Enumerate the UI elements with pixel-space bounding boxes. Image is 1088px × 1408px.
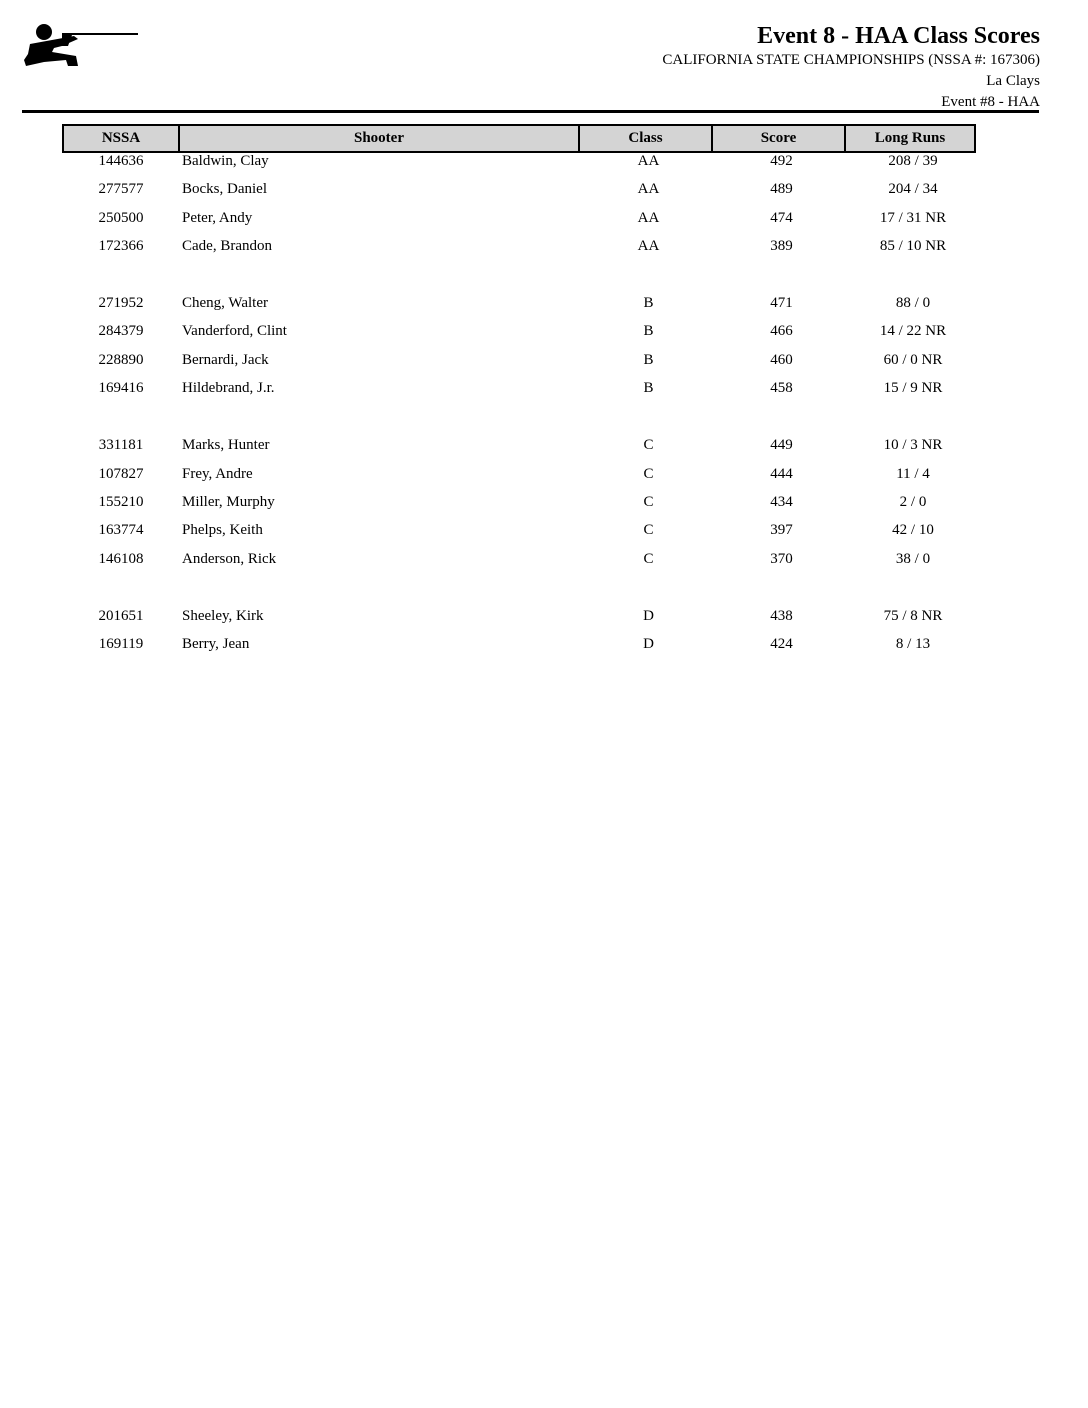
championship-name: CALIFORNIA STATE CHAMPIONSHIPS (NSSA #: 167306) [662,52,1040,68]
table-row [62,236,978,264]
cell-class: C [643,522,654,539]
cell-score: 424 [770,635,793,652]
cell-long-runs: 8 / 13 [895,635,931,652]
shooter-logo-icon [22,22,138,70]
cell-long-runs: 14 / 22 NR [879,323,947,340]
table-row [62,520,978,548]
cell-nssa: 155210 [98,493,144,510]
cell-score: 466 [770,323,793,340]
cell-nssa: 250500 [98,209,144,226]
cell-score: 474 [770,209,793,226]
table-row [62,606,978,634]
table-row [62,179,978,207]
cell-shooter: Peter, Andy [182,209,253,226]
cell-class: C [643,550,654,567]
cell-long-runs: 10 / 3 NR [883,437,943,454]
table-row [62,464,978,492]
cell-long-runs: 85 / 10 NR [879,238,947,255]
cell-nssa: 169416 [98,380,144,397]
cell-shooter: Bocks, Daniel [182,181,267,198]
cell-score: 370 [770,550,793,567]
cell-shooter: Phelps, Keith [182,522,263,539]
cell-nssa: 146108 [98,550,144,567]
cell-shooter: Baldwin, Clay [182,153,269,169]
cell-nssa: 169119 [98,635,144,652]
column-header-score: Score [711,124,846,153]
column-header-long-runs: Long Runs [844,124,976,153]
venue-name: La Clays [986,73,1040,89]
column-header-class: Class [578,124,713,153]
cell-class: B [643,323,654,340]
cell-shooter: Cade, Brandon [182,238,272,255]
table-row [62,293,978,321]
cell-long-runs: 208 / 39 [888,153,938,169]
cell-nssa: 172366 [98,238,144,255]
cell-class: B [643,351,654,368]
table-row [62,435,978,463]
cell-score: 458 [770,380,793,397]
cell-nssa: 271952 [98,295,144,312]
cell-class: D [643,635,654,652]
cell-score: 389 [770,238,793,255]
cell-long-runs: 17 / 31 NR [879,209,947,226]
cell-shooter: Sheeley, Kirk [182,607,264,624]
cell-score: 489 [770,181,793,198]
cell-long-runs: 11 / 4 [896,465,930,482]
cell-long-runs: 88 / 0 [895,295,931,312]
cell-nssa: 201651 [98,607,144,624]
cell-long-runs: 60 / 0 NR [883,351,943,368]
cell-class: D [643,607,654,624]
table-row [62,151,978,179]
cell-long-runs: 38 / 0 [895,550,931,567]
cell-class: C [643,437,654,454]
cell-shooter: Vanderford, Clint [182,323,287,340]
cell-shooter: Frey, Andre [182,465,253,482]
class-group [62,606,978,663]
table-row [62,492,978,520]
cell-long-runs: 42 / 10 [892,522,934,539]
cell-class: C [643,465,654,482]
table-row [62,350,978,378]
cell-score: 397 [770,522,793,539]
event-label: Event #8 - HAA [941,94,1040,110]
cell-shooter: Marks, Hunter [182,437,270,454]
cell-shooter: Miller, Murphy [182,493,275,510]
cell-long-runs: 2 / 0 [899,493,927,510]
cell-nssa: 144636 [98,153,144,169]
cell-score: 449 [770,437,793,454]
column-header-nssa: NSSA [62,124,180,153]
table-row [62,321,978,349]
scores-table-body [62,151,978,691]
cell-class: AA [637,238,660,255]
cell-shooter: Bernardi, Jack [182,351,269,368]
report-header [662,22,1040,113]
cell-class: C [643,493,654,510]
cell-shooter: Cheng, Walter [182,295,268,312]
cell-score: 471 [770,295,793,312]
class-group [62,435,978,577]
class-group [62,293,978,407]
cell-nssa: 331181 [98,437,144,454]
cell-nssa: 284379 [98,323,144,340]
cell-score: 460 [770,351,793,368]
cell-score: 444 [770,465,793,482]
cell-nssa: 228890 [98,351,144,368]
cell-nssa: 107827 [98,465,144,482]
cell-nssa: 163774 [98,522,144,539]
table-header [62,124,978,153]
cell-score: 492 [770,153,793,169]
cell-class: B [643,295,654,312]
cell-score: 434 [770,493,793,510]
cell-shooter: Berry, Jean [182,635,250,652]
table-row [62,634,978,662]
cell-class: AA [637,209,660,226]
cell-long-runs: 204 / 34 [888,181,938,198]
report-title: Event 8 - HAA Class Scores [757,23,1040,49]
table-row [62,549,978,577]
cell-class: AA [637,153,660,169]
class-group [62,151,978,265]
cell-class: B [643,380,654,397]
cell-long-runs: 75 / 8 NR [883,607,943,624]
cell-shooter: Hildebrand, J.r. [182,380,275,397]
cell-class: AA [637,181,660,198]
cell-long-runs: 15 / 9 NR [883,380,943,397]
column-header-shooter: Shooter [178,124,580,153]
table-row [62,378,978,406]
cell-score: 438 [770,607,793,624]
header-divider [22,110,1039,113]
table-row [62,208,978,236]
cell-shooter: Anderson, Rick [182,550,277,567]
cell-nssa: 277577 [98,181,144,198]
